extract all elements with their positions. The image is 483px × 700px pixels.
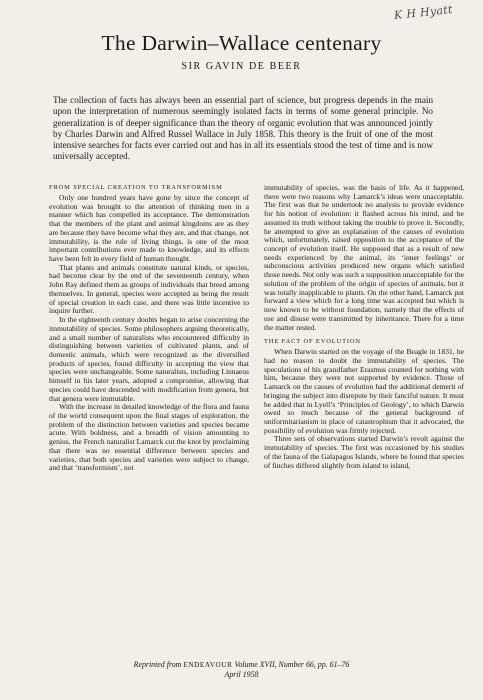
section-heading-transformism: FROM SPECIAL CREATION TO TRANSFORMISM [49, 184, 223, 191]
paragraph: In the eighteenth century doubts began to arise concerning the immutability of species. Some philosophers arguing theoretically, and a small number of naturalists who encountered difficulty in distinguishing between varieties of cultivated plants, and of domestic animals, which were recognized as the diversified products of species, found difficulty in accepting the view that species were unchangeable. Some naturalists, including Linnaeus himself in his later years, adopted a compromise, allowing that species could have descended with modification from genera, but that genera were immutable. [49, 315, 249, 403]
section-heading-fact-of-evolution: THE FACT OF EVOLUTION [264, 338, 361, 346]
paragraph: immutability of species, was the basis of life. As it happened, there were two reasons why Lamarck’s ideas were unacceptable. The first was that he undertook no analysis to provide evidence for his notion of evolution: it flashed across his mind, and he assumed its truth without taking the trouble to prove it. Secondly, he attempted to give an explanation of the causes of evolution which, unfortunately, raised opposition to the acceptance of the concept of evolution itself. He supposed that as a result of new needs experienced by the animal, its ‘inner feelings’ or subconscious activities produced new organs which satisfied those needs. Not only was such a supposition unacceptable for the solution of the problem of the origin of species of animals, but it was totally inapplicable to plants. On the other hand, Lamarck put forward a view which for a long time was accepted but which is now known to be without foundation, namely that the effects of use and disuse were transmitted by inheritance. There for a time the matter rested. [264, 183, 464, 332]
reprint-footer [0, 660, 483, 680]
paragraph: Three sets of observations started Darwin’s revolt against the immutability of species. The first was occasioned by his studies of the fauna of the Galapagos Islands, where he found that species of finches differed slightly from island to island, [264, 434, 464, 470]
paragraph: When Darwin started on the voyage of the Beagle in 1831, he had no reason to doubt the immutability of species. The speculations of his grandfather Erasmus counted for nothing with him, because they were not supported by evidence. Those of Lamarck on the causes of evolution had the additional demerit of bringing the subject into disrepute by their fanciful nature. It must be added that in Lyell’s ‘Principles of Geology’, to which Darwin owed so much because of the general background of uniformitarianism in place of catastrophism that it advocated, the possibility of evolution was firmly rejected. [264, 347, 464, 435]
volume-reference: Volume XVII, Number 66, pp. 61–76 [234, 660, 350, 669]
left-column [49, 184, 249, 473]
paragraph: That plants and animals constitute natural kinds, or species, had become clear by the end of the seventeenth century, when John Ray defined them as groups of individuals that breed among themselves. In general, species were accepted as being the result of special creation in each case, and there was little incentive to inquire further. [49, 262, 249, 316]
reprint-reference [0, 660, 483, 670]
paragraph: With the increase in detailed knowledge of the flora and fauna of the world consequent upon the final stages of exploration, the problem of the distinction between varieties and species became acute. With boldness, and a breadth of vision amounting to genius, the French naturalist Lamarck cut the knot by proclaiming that there was no essential difference between species and varieties, that both species and varieties were subject to change, and that ‘transformism’, not [49, 402, 249, 473]
author-name: SIR GAVIN DE BEER [181, 61, 302, 72]
reprinted-prefix: Reprinted from [133, 660, 182, 669]
abstract: The collection of facts has always been an essential part of science, but progress depends in the main upon the interpretation of numerous seemingly isolated facts in terms of some general principle. No generalization is of deeper significance than the theory of organic evolution that was announced jointly by Charles Darwin and Alfred Russel Wallace in July 1858. This theory is the fruit of one of the most intensive searches for facts ever carried out and has in all its essentials stood the test of time and is now universally accepted. [53, 95, 433, 162]
article-title: The Darwin–Wallace centenary [101, 31, 382, 55]
handwritten-signature: K H Hyatt [393, 2, 454, 23]
paragraph: Only one hundred years have gone by since the concept of evolution was brought to the attention of thinking men in a manner which has compelled its acceptance. The demonstration that the members of the plant and animal kingdoms are as they are because they have become what they are, and that change, not immutability, is the rule of living things, is one of the most important contributions ever made to knowledge, and its effects have been felt in every field of human thought. [49, 193, 249, 264]
journal-name: ENDEAVOUR [183, 661, 233, 669]
right-column [264, 184, 464, 470]
publication-date: April 1958 [224, 670, 259, 679]
